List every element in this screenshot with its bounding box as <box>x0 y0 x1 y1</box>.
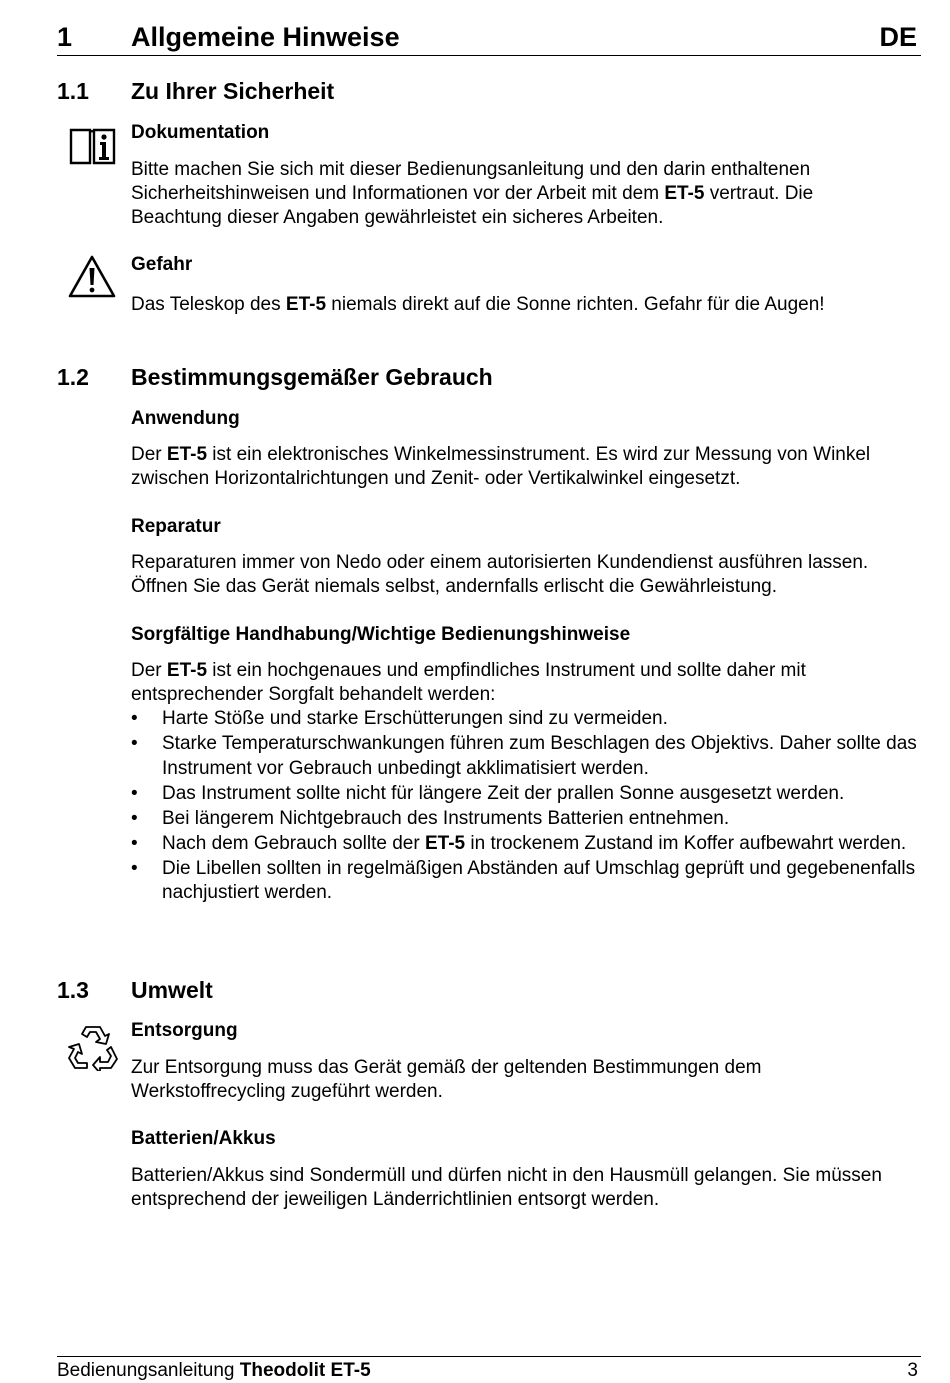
section-number-1-1: 1.1 <box>57 78 89 104</box>
chapter-title: Allgemeine Hinweise <box>131 22 400 52</box>
bullet: • <box>131 857 138 879</box>
section-title-1-3: Umwelt <box>131 977 213 1003</box>
care-heading: Sorgfältige Handhabung/Wichtige Bedienungshinweise <box>131 624 631 645</box>
footer-rule <box>57 1356 921 1357</box>
care-list <box>131 707 921 906</box>
bullet: • <box>131 733 138 754</box>
danger-heading: Gefahr <box>131 254 193 275</box>
header-rule <box>57 55 921 56</box>
danger-paragraph: Das Teleskop des ET-5 niemals direkt auf die Sonne richten. Gefahr für die Augen! <box>131 294 825 315</box>
use-paragraph: Der ET-5 ist ein elektronisches Winkelmessinstrument. Es wird zur Messung von Winkel zwischen Horizontalrichtungen und Zenit- oder Vertikalwinkel eingesetzt. <box>131 444 871 489</box>
list-item: • Harte Stöße und starke Erschütterungen sind zu vermeiden. <box>131 707 921 732</box>
disposal-heading: Entsorgung <box>131 1020 238 1041</box>
section-number-1-3: 1.3 <box>57 977 89 1003</box>
bullet: • <box>131 782 138 804</box>
use-heading: Anwendung <box>131 408 240 429</box>
section-title-1-1: Zu Ihrer Sicherheit <box>131 78 335 104</box>
recycle-icon <box>67 1023 119 1071</box>
doc-paragraph: Bitte machen Sie sich mit dieser Bedienungsanleitung und den darin enthaltenen Sicherheitshinweisen und Informationen vor der Arbeit mit dem ET-5 vertraut. Die Beachtung dieser Angaben gewährleistet ein sicheres Arbeiten. <box>131 159 814 228</box>
care-paragraph: Der ET-5 ist ein hochgenaues und empfindliches Instrument und sollte daher mit entsprechender Sorgfalt behandelt werden: <box>131 660 806 705</box>
bullet: • <box>131 708 138 729</box>
footer-label: Bedienungsanleitung Theodolit ET-5 <box>57 1360 371 1381</box>
warning-triangle-icon <box>67 254 117 300</box>
section-title-1-2: Bestimmungsgemäßer Gebrauch <box>131 364 493 390</box>
bullet: • <box>131 807 138 829</box>
repair-heading: Reparatur <box>131 516 221 537</box>
list-item: • Bei längerem Nichtgebrauch des Instruments Batterien entnehmen. <box>131 807 921 832</box>
list-item: • Die Libellen sollten in regelmäßigen Abständen auf Umschlag geprüft und gegebenenfalls nachjustiert werden. <box>131 857 916 903</box>
disposal-paragraph: Zur Entsorgung muss das Gerät gemäß der geltenden Bestimmungen dem Werkstoffrecycling zugeführt werden. <box>131 1057 762 1102</box>
chapter-number: 1 <box>57 22 73 52</box>
list-item: • Nach dem Gebrauch sollte der ET-5 in trockenem Zustand im Koffer aufbewahrt werden. <box>131 832 921 857</box>
list-item: • Das Instrument sollte nicht für längere Zeit der prallen Sonne ausgesetzt werden. <box>131 782 921 807</box>
section-number-1-2: 1.2 <box>57 364 89 390</box>
doc-heading: Dokumentation <box>131 122 270 143</box>
list-item: • Starke Temperaturschwankungen führen zum Beschlagen des Objektivs. Daher sollte das Instrument vor Gebrauch unbedingt akklimatisiert werden. <box>131 733 917 779</box>
language-code: DE <box>879 22 917 52</box>
batteries-heading: Batterien/Akkus <box>131 1128 276 1149</box>
batteries-paragraph: Batterien/Akkus sind Sondermüll und dürfen nicht in den Hausmüll gelangen. Sie müssen entsprechend der jeweiligen Länderrichtlinien entsorgt werden. <box>131 1165 882 1210</box>
manual-info-icon <box>68 127 118 167</box>
page-number: 3 <box>907 1360 918 1381</box>
repair-paragraph: Reparaturen immer von Nedo oder einem autorisierten Kundendienst ausführen lassen. Öffnen Sie das Gerät niemals selbst, andernfalls erlischt die Gewährleistung. <box>131 552 869 597</box>
bullet: • <box>131 832 138 854</box>
